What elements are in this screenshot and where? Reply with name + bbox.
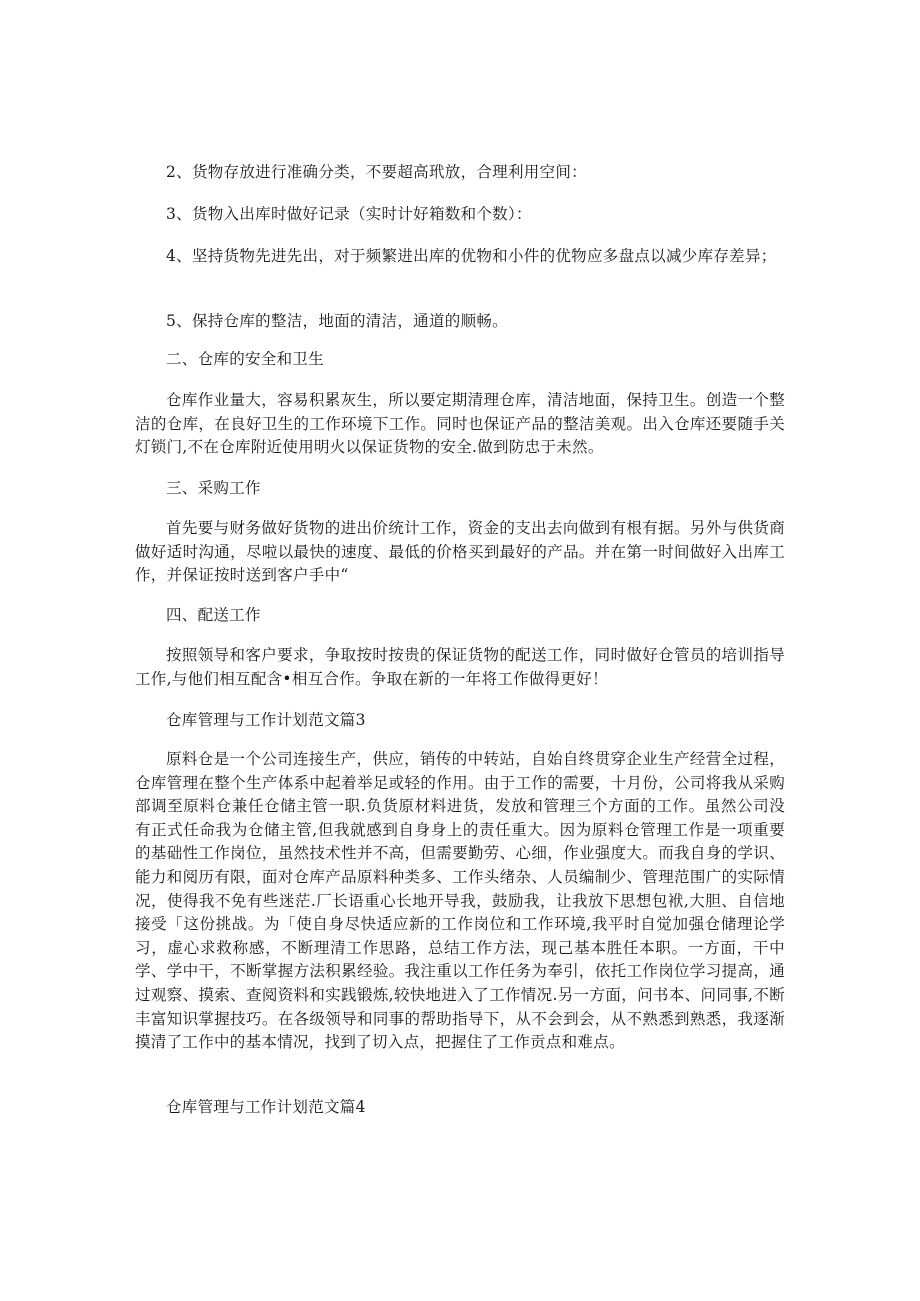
section-paragraph: 仓库作业量大，容易积累灰生，所以要定期清理仓库，清洁地面，保持卫生。创造一个整洁的仓库，在良好卫生的工作环境下工作。同时也保证产品的整洁美观。出入仓库还要随手关灯锁门,不在仓库附近使用明火以保证货物的安全.做到防忠于未然。 — [135, 391, 785, 457]
article-title: 仓库管理与工作计划范文篇4 — [166, 1098, 366, 1116]
section-heading: 三、采购工作 — [166, 479, 261, 497]
article-title: 仓库管理与工作计划范文篇3 — [166, 711, 366, 729]
list-item: 2、货物存放进行准确分类，不要超高玳放，合理利用空间： — [166, 163, 587, 181]
section-heading: 四、配送工作 — [166, 606, 261, 624]
list-item: 4、坚持货物先进先出，对于频繁进出库的优物和小件的优物应多盘点以减少库存差异； — [166, 247, 777, 265]
article-paragraph: 原料仓是一个公司连接生产，供应，销传的中转站，自始自终贯穿企业生产经营全过程，仓库管理在整个生产体系中起着举足或轻的作用。由于工作的需要，十月份，公司将我从采购部调至原料仓兼任仓储主管一职.负货原材料进货，发放和管理三个方面的工作。虽然公司没有正式任命我为仓储主管,但我就感到自身身上的责任重大。因为原料仓管理工作是一项重要的基础性工作岗位，虽然技术性并不高，但需要勤劳、心细，作业强度大。而我自身的学识、能力和阅历有限，面对仓库产品原料种类多、工作头绪杂、人员编制少、管理范围广的实际情况，使得我不免有些迷茫.厂长语重心长地开导我，鼓励我，让我放下思想包袱,大胆、自信地接受「这份挑战。为「使自身尽快适应新的工作岗位和工作环境,我平时自觉加强仓储理论学习，虚心求救称感，不断理清工作思路，总结工作方法，现己基本胜任本职。一方面，干中学、学中干，不断掌握方法积累经验。我注重以工作任务为奉引，依托工作岗位学习提高，通过观察、摸索、查阅资料和实践锻炼,较快地进入了工作情况.另一方面，问书本、问同事,不断丰富知识掌握技巧。在各级领导和同事的帮助指导下，从不会到会，从不熟悉到熟悉，我逐渐摸清了工作中的基本情况，找到了切入点，把握住了工作贡点和难点。 — [135, 750, 785, 1052]
list-item: 3、货物入出库时做好记录（实时计好箱数和个数）： — [166, 205, 532, 223]
list-item: 5、保持仓库的整洁，地面的清洁，通道的顺畅。 — [166, 312, 508, 330]
section-paragraph: 首先要与财务做好货物的进出价统计工作，资金的支出去向做到有根有据。另外与供货商做好适时沟通，尽啦以最快的速度、最低的价格买到最好的产品。并在第一时间做好入出库工作，并保证按时送到客户手中“ — [135, 519, 785, 585]
section-heading: 二、仓库的安全和卫生 — [166, 350, 325, 368]
section-paragraph: 按照领导和客户要求，争取按时按贵的保证货物的配送工作，同时做好仓管员的培训指导工作,与他们相互配含•相互合作。争取在新的一年将工作做得更好！ — [135, 646, 785, 688]
